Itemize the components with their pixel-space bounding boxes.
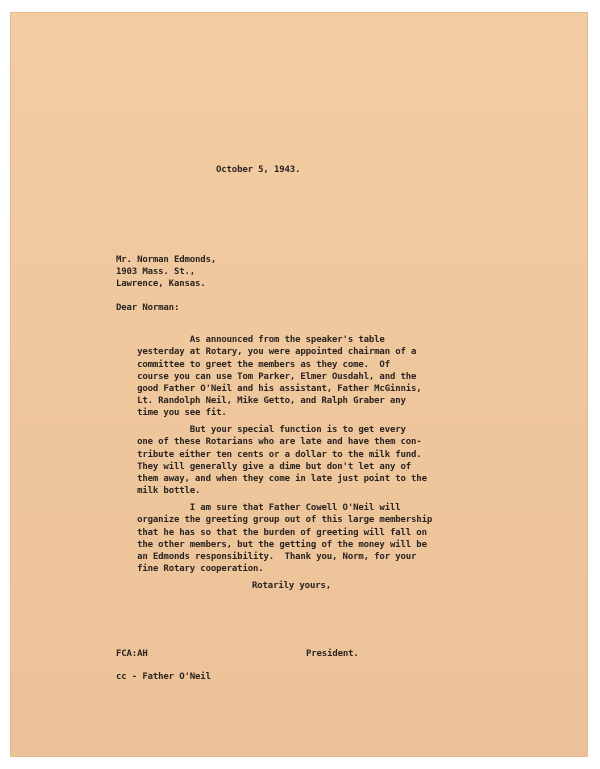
letter-page [10, 12, 588, 757]
paragraph-line: As announced from the speaker's table [137, 335, 385, 346]
recipient-name: Mr. Norman Edmonds, [116, 255, 217, 265]
paragraph-line: I am sure that Father Cowell O'Neil will [137, 503, 401, 514]
paragraph-line: that he has so that the burden of greeting will fall on [137, 527, 427, 538]
letter-date: October 5, 1943. [216, 165, 301, 175]
recipient-city: Lawrence, Kansas. [116, 279, 206, 289]
paragraph-line: time you see fit. [137, 408, 227, 419]
paragraph-line: one of these Rotarians who are late and have them con- [137, 437, 422, 448]
paragraph-line: tribute either ten cents or a dollar to the milk fund. [137, 449, 422, 460]
salutation: Dear Norman: [116, 303, 180, 313]
paragraph-line: yesterday at Rotary, you were appointed chairman of a [137, 347, 417, 358]
paragraph-line: milk bottle. [137, 486, 201, 497]
paragraph-line: Lt. Randolph Neil, Mike Getto, and Ralph Graber any [137, 396, 406, 407]
paragraph-line: course you can use Tom Parker, Elmer Ousdahl, and the [137, 371, 417, 382]
paragraph-line: But your special function is to get every [137, 425, 406, 436]
closing: Rotarily yours, [252, 581, 332, 591]
paragraph-line: the other members, but the getting of the money will be [137, 539, 427, 550]
paragraph-line: an Edmonds responsibility. Thank you, Norm, for your [137, 552, 417, 563]
signer-title: President. [306, 649, 359, 659]
paragraph-line: They will generally give a dime but don't let any of [137, 461, 412, 472]
paragraph-line: good Father O'Neil and his assistant, Father McGinnis, [137, 384, 422, 395]
carbon-copy: cc - Father O'Neil [116, 672, 211, 682]
recipient-street: 1903 Mass. St., [116, 267, 196, 277]
paragraph-line: organize the greeting group out of this large membership [137, 515, 433, 526]
paragraph-3 [116, 490, 432, 588]
paragraph-line: committee to greet the members as they come. Of [137, 359, 390, 370]
paragraph-line: them away, and when they come in late just point to the [137, 474, 427, 485]
typist-initials: FCA:AH [116, 649, 148, 659]
paragraph-line: fine Rotary cooperation. [137, 564, 264, 575]
